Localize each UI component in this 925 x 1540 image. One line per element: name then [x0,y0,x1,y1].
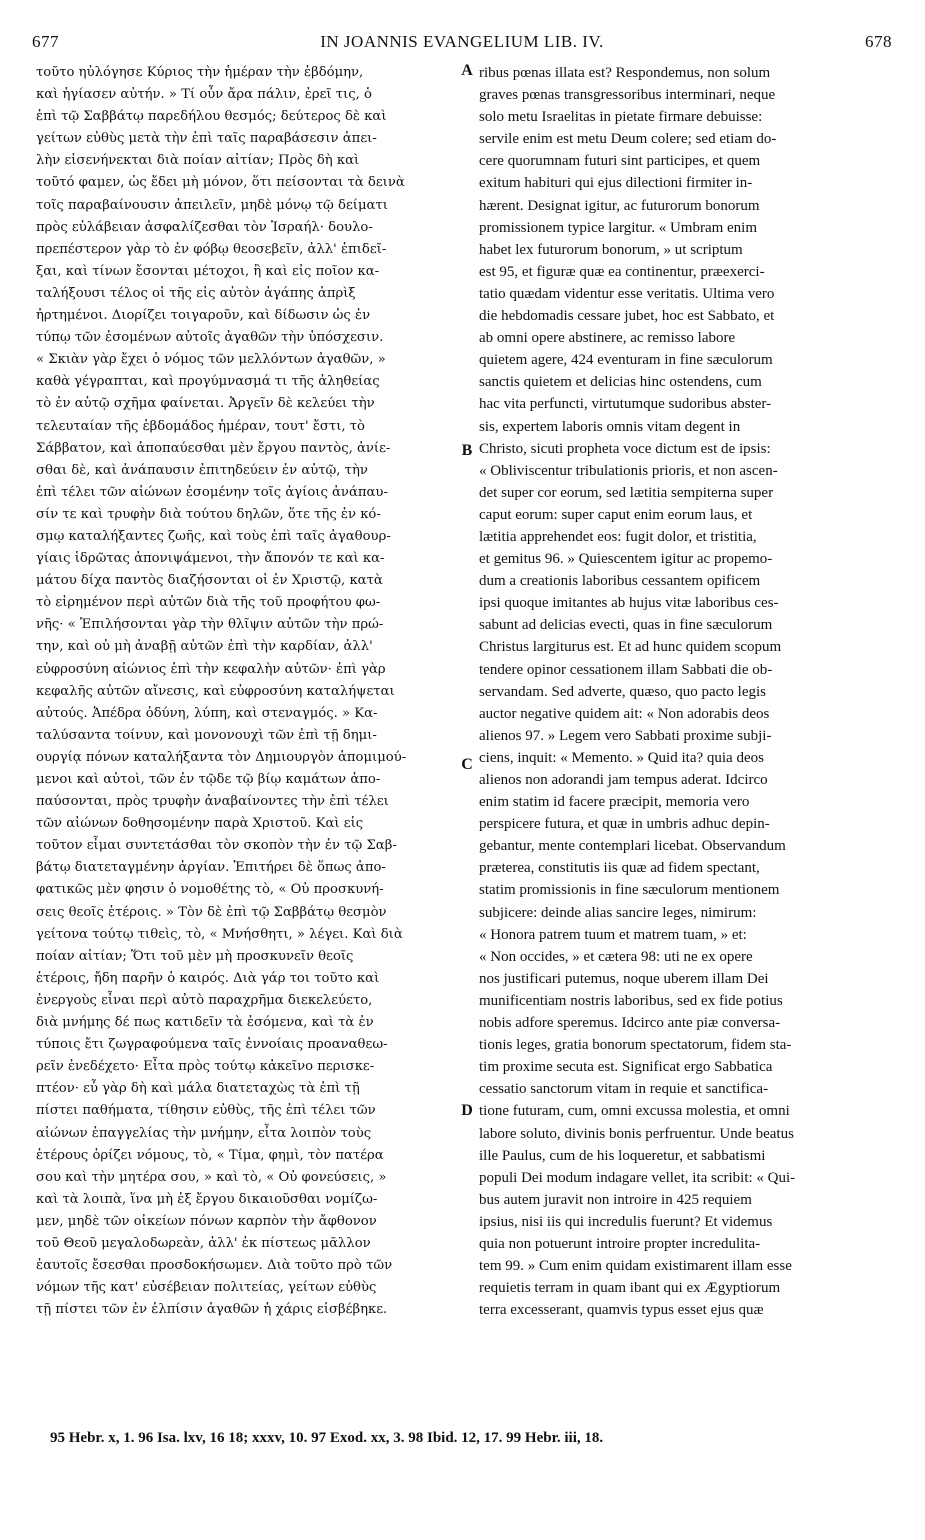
greek-text-line: « Σκιὰν γὰρ ἔχει ὁ νόμος τῶν μελλόντων ἀγαθῶν, » [36,352,386,368]
latin-text-line: subjicere: deinde alias sancire leges, nimirum: [479,904,757,921]
latin-text-line: hac vita perfuncti, virtutumque sudoribus abster- [479,396,772,413]
latin-text-line: statim promissionis in fine sæculorum mentionem [479,882,780,899]
latin-text-line: tionis leges, gratia bonorum spectatorum, fidem sta- [479,1037,792,1054]
greek-text-line: τὸ ἐν αὐτῷ σχῆμα φαίνεται. Ἀργεῖν δὲ κελεύει τὴν [36,396,375,412]
latin-text-line: promissionem typice largitur. « Umbram enim [479,219,758,236]
latin-text-line: hærent. Designat igitur, ac futurorum bonorum [479,197,760,214]
latin-text-line: terra excesserant, quamvis typus esset ejus quæ [479,1302,764,1319]
latin-text-line: nobis adfore speremus. Idcirco ante piæ conversa- [479,1015,781,1032]
latin-text-line: habet lex futurorum bonorum, » ut scriptum [479,241,743,258]
latin-text-line: caput eorum: super caput enim eorum laus, et [479,506,753,523]
page-number-right: 678 [865,32,892,51]
latin-text-line: quietem agere, 424 eventuram in fine sæculorum [479,352,773,369]
latin-text-line: Christo, sicuti propheta voce dictum est de ipsis: [479,440,771,457]
greek-text-line: αὐτούς. Ἀπέδρα ὀδύνη, λύπη, καὶ στεναγμός. » Κα- [36,705,378,721]
latin-text-line: ipsius, nisi iis qui incredulis fuerunt? Et videmus [479,1213,773,1230]
greek-text-line: τοῦτό φαμεν, ὡς ἔδει μὴ μόνον, ὅτι πείσονται τὰ δεινὰ [36,175,405,191]
latin-text-line: « Honora patrem tuum et matrem tuam, » et: [479,926,747,943]
latin-text-line: graves pœnas transgressoribus interminari, neque [479,87,776,104]
running-header [32,32,892,56]
greek-text-line: τύπῳ τῶν ἐσομένων αὐτοῖς ἀγαθῶν τὴν ὑπόσχεσιν. [36,330,384,346]
latin-text-line: die hebdomadis cessare jubet, hoc est Sabbato, et [479,308,775,325]
greek-text-line: γείτων εὐθὺς μετὰ τὴν ἐπὶ ταῖς παραβάσεσιν ἀπει- [36,131,377,147]
margin-letter-b: B [461,442,473,459]
greek-text-line: σθαι δὲ, καὶ ἀνάπαυσιν ἐπιτηδεύειν ἐν αὐτῷ, τὴν [36,462,368,478]
greek-text-line: τῶν αἰώνων δοθησομένην παρὰ Χριστοῦ. Καὶ εἰς [36,816,364,832]
latin-text-line: tendere opinor cessationem illam Sabbati die ob- [479,661,773,678]
running-title: IN JOANNIS EVANGELIUM LIB. IV. [320,32,604,51]
greek-text-line: παύσονται, πρὸς τρυφὴν ἀναβαίνοντες τὴν ἐπὶ τέλει [36,794,389,810]
latin-text-line: est 95, et figuræ quæ ea continentur, præexerci- [479,263,765,280]
latin-text-line: Christus largiturus est. Et ad hunc quidem scopum [479,639,782,656]
latin-text-line: det super cor eorum, sed lætitia sempiterna super [479,484,774,501]
latin-text-line: ab omni opere abstinere, ac remisso labore [479,330,736,347]
latin-text-line: solo metu Israelitas in pietate firmare debuisse: [479,109,763,126]
latin-text-line: cere quorumnam futuri sint participes, et quem [479,153,761,170]
greek-text-line: ἠρτημένοι. Διορίζει τοιγαροῦν, καὶ δίδωσιν ὡς ἐν [36,308,371,324]
greek-text-line: τύποις ἔτι ζωγραφούμενα ταῖς ἐννοίαις προαναθεω- [36,1037,388,1053]
greek-text-line: ποίαν αἰτίαν; Ὅτι τοῦ μὲν μὴ προσκυνεῖν θεοῖς [36,948,354,964]
latin-text-line: enim statim id facere præcipit, memoria vero [479,794,750,811]
greek-text-line: τοῖς παραβαίνουσιν ἀπειλεῖν, μηδὲ μόνῳ τῷ δείματι [36,197,388,213]
greek-text-line: φατικῶς μὲν φησιν ὁ νομοθέτης τὸ, « Οὐ προσκυνή- [36,882,384,898]
latin-text-line: auctor negative quidem ait: « Non adorabis deos [479,705,770,722]
greek-text-line: πίστει παθήματα, τίθησιν εὐθὺς, τῆς ἐπὶ τέλει τῶν [36,1103,376,1119]
latin-text-line: sanctis quietem et delicias hinc ostendens, cum [479,374,762,391]
latin-text-line: exitum habituri qui ejus dilectioni firmiter in- [479,175,753,192]
latin-text-line: ribus pœnas illata est? Respondemus, non solum [479,65,771,81]
greek-text-line: ἐνεργοὺς εἶναι περὶ αὐτὸ παραχρῆμα διεκελεύετο, [36,992,373,1008]
greek-text-line: καὶ ἡγίασεν αὐτήν. » Τί οὖν ἄρα πάλιν, ἐρεῖ τις, ὁ [36,87,372,103]
greek-text-line: πρὸς εὐλάβειαν ἀσφαλίζεσθαι τὸν Ἰσραήλ· δουλο- [36,219,373,235]
greek-text-line: γίαις ἱδρῶτας ἀπονιψάμενοι, τὴν ἄπονόν τε καὶ κα- [36,551,385,567]
latin-text-line: « Obliviscentur tribulationis prioris, et non ascen- [479,462,778,479]
latin-text-line: præterea, constitutis iis quæ ad fidem spectant, [479,860,760,877]
greek-text-line: λὴν εἰσενήνεκται διὰ ποίαν αἰτίαν; Πρὸς δὴ καὶ [36,153,360,169]
greek-text-line: ουργίᾳ πόνων καταλήξαντα τὸν Δημιουργὸν ἀπομιμού- [36,749,407,765]
latin-text-line: alienos 97. » Legem vero Sabbati proxime subji- [479,727,772,744]
greek-text-line: αἰώνων ἐπαγγελίας τὴν μνήμην, εἶτα λοιπὸν τοὺς [36,1125,372,1141]
latin-text-line: nos justificari putemus, noque uberem illam Dei [479,970,769,987]
greek-text-line: τελευταίαν τῆς ἑβδομάδος ἡμέραν, τουτ' ἔστι, τὸ [36,418,365,434]
greek-text-line: τοῦ Θεοῦ μεγαλοδωρεὰν, ἀλλ' ἐκ πίστεως μᾶλλον [36,1235,371,1251]
latin-text-line: servandam. Sed adverte, quæso, quo pacto legis [479,683,767,700]
latin-text-line: bus autem juravit non introire in 425 requiem [479,1191,752,1208]
latin-text-line: sabunt ad delicias evecti, quas in fine sæculorum [479,617,773,634]
greek-text-line: καὶ τὰ λοιπὰ, ἵνα μὴ ἐξ ἔργου δικαιοῦσθαι νομίζω- [36,1191,378,1207]
latin-text-line: munificentiam nostris laboribus, sed ex fide potius [479,992,783,1009]
latin-text-line: requietis terram in quam ibant qui ex Ægyptiorum [479,1280,781,1297]
latin-text-line: et gemitus 96. » Quiescentem igitur ac propemo- [479,551,773,568]
latin-text-line: tem 99. » Cum enim quidam existimarent illam esse [479,1258,792,1275]
greek-text-line: μενοι καὶ αὐτοὶ, τῶν ἐν τῷδε τῷ βίῳ καμάτων ἀπο- [36,772,381,787]
greek-text-line: κεφαλῆς αὐτῶν αἴνεσις, καὶ εὐφροσύνη καταλήψεται [36,683,395,699]
greek-text-line: νόμων τῆς κατ' εὐσέβειαν πολιτείας, γείτων εὐθὺς [36,1280,377,1296]
latin-text-line: gebantur, mente contemplari licebat. Observandum [479,838,786,855]
latin-text-line: ille Paulus, cum de his loqueretur, et sabbatismi [479,1147,766,1164]
latin-text-line: tione futuram, cum, omni excussa molestia, et omni [479,1103,790,1120]
greek-text-line: σμῳ καταλήξαντες ζωῆς, καὶ τοὺς ἐπὶ ταῖς ἀγαθουρ- [36,528,391,544]
greek-text-line: διὰ μνήμης δέ πως κατιδεῖν τὰ ἐσόμενα, καὶ τὰ ἐν [36,1015,374,1031]
greek-text-line: μάτου δίχα παντὸς διαζήσονται οἱ ἐν Χριστῷ, κατὰ [36,573,383,589]
greek-text-line: ἐπὶ τῷ Σαββάτῳ παρεδήλου θεσμός; δεύτερος δὲ καὶ [36,109,387,125]
latin-text-line: dum a creationis laboribus cessantem opificem [479,573,761,590]
latin-text-line: cessatio sanctorum vitam in requie et sanctifica- [479,1081,769,1098]
greek-text-line: σου καὶ τὴν μητέρα σου, » καὶ τὸ, « Οὐ φονεύσεις, » [36,1169,387,1185]
greek-text-line: σεις θεοῖς ἑτέροις. » Τὸν δὲ ἐπὶ τῷ Σαββάτῳ θεσμὸν [36,904,387,920]
latin-text-line: ipsi quoque imitantes ab hujus vitæ laboribus ces- [479,595,779,612]
greek-text-line: την, καὶ οὐ μὴ ἀναβῇ αὐτῶν ἐπὶ τὴν καρδίαν, ἀλλ' [36,639,373,655]
greek-text-line: γείτονα τούτῳ τιθεὶς, τὸ, « Μνήσθητι, » λέγει. Καὶ διὰ [36,926,403,942]
greek-text-line: τῇ πίστει τῶν ἐν ἐλπίσιν ἀγαθῶν ἡ χάρις εἰσβέβηκε. [36,1302,388,1318]
margin-letter-c: C [461,756,473,773]
latin-text-line: tatio quædam videntur esse veritatis. Ultima vero [479,285,775,302]
greek-text-line: ἑτέρους ὁρίζει νόμους, τὸ, « Τίμα, φημὶ, τὸν πατέρα [36,1147,384,1163]
latin-text-line: tim proxime secuta est. Significat ergo Sabbatica [479,1059,773,1076]
latin-text-line: populi Dei modum indagare vellet, ita scribit: « Qui- [479,1169,796,1186]
greek-text-line: ταλύσαντα τοίνυν, καὶ μονονουχὶ τῶν ἐπὶ τῇ δημι- [36,727,377,743]
margin-letter-d: D [461,1102,473,1119]
latin-text-line: perspicere futura, et quæ in umbris adhuc depin- [479,816,770,833]
latin-column [479,62,889,1321]
greek-text-line: τοῦτο ηὐλόγησε Κύριος τὴν ἡμέραν τὴν ἑβδόμην, [36,65,364,80]
latin-text-line: labore soluto, divinis bonis perfruentur. Unde beatus [479,1125,794,1142]
latin-text-line: servile enim est metu Deum colere; sed etiam do- [479,131,777,148]
greek-text-line: ἐπὶ τέλει τῶν αἰώνων ἐσομένην τοῖς ἁγίοις ἀνάπαυ- [36,484,388,500]
footnotes: 95 Hebr. x, 1. 96 Isa. lxv, 16 18; xxxv, 10. 97 Exod. xx, 3. 98 Ibid. 12, 17. 99 Hebr. iii, 18. [50,1430,604,1446]
greek-text-line: εὐφροσύνη αἰώνιος ἐπὶ τὴν κεφαλὴν αὐτῶν· ἐπὶ γὰρ [36,661,386,677]
latin-text-line: quia non potuerunt introire propter incredulita- [479,1235,761,1252]
latin-text-line: ciens, inquit: « Memento. » Quid ita? quia deos [479,749,764,766]
greek-text-line: ἑτέροις, ἤδη παρῆν ὁ καιρός. Διὰ γάρ τοι τοῦτο καὶ [36,970,380,986]
greek-text-line: νῆς· « Ἐπιλήσονται γὰρ τὴν θλῖψιν αὐτῶν τὴν πρώ- [36,617,384,633]
greek-text-line: ταλήξουσι τέλος οἱ τῆς εἰς αὐτὸν ἀγάπης ἀπρὶξ [36,285,356,301]
latin-text-line: « Non occides, » et cætera 98: uti ne ex opere [479,948,753,965]
greek-text-line: Σάββατον, καὶ ἀποπαύεσθαι μὲν ἔργου παντὸς, ἀνίε- [36,440,391,456]
greek-text-line: πτέον· εὖ γὰρ δὴ καὶ μάλα διατεταχὼς τὰ ἐπὶ τῇ [36,1081,360,1097]
greek-text-line: τὸ εἰρημένον περὶ αὐτῶν διὰ τῆς τοῦ προφήτου φω- [36,595,381,611]
greek-text-line: πρεπέστερον γὰρ τὸ ἐν φόβῳ θεοσεβεῖν, ἀλλ' ἐπιδεῖ- [36,241,387,257]
greek-text-line: ξαι, καὶ τίνων ἔσονται μέτοχοι, ἢ καὶ εἰς ποῖον κα- [36,263,380,279]
greek-text-line: τοῦτον εἶμαι συντετάσθαι τὸν σκοπὸν τὴν ἐν τῷ Σαβ- [36,838,397,854]
latin-text-line: lætitia apprehendet eos: fugit dolor, et tristitia, [479,528,757,545]
greek-text-line: ρεῖν ἐνεδέχετο· Εἶτα πρὸς τούτῳ κἀκεῖνο περισκε- [36,1059,375,1075]
greek-text-line: μεν, μηδὲ τῶν οἰκείων πόνων καρπὸν τὴν ἄφθονον [36,1213,377,1229]
latin-text-line: sis, expertem laboris omnis vitam degent in [479,418,741,435]
greek-text-line: σίν τε καὶ τρυφὴν διὰ τούτου δηλῶν, ὅτε τῆς ἐν κό- [36,506,381,522]
greek-text-line: ἑαυτοῖς ἔσεσθαι προσδοκήσωμεν. Διὰ τοῦτο πρὸ τῶν [36,1258,393,1274]
greek-text-line: βάτῳ διατεταγμένην ἀργίαν. Ἐπιτήρει δὲ ὅπως ἀπο- [36,860,386,876]
greek-column [36,62,456,1321]
margin-letter-a: A [461,62,473,79]
latin-text-line: alienos non adorandi jam tempus aderat. Idcirco [479,772,768,788]
page-number-left: 677 [32,32,59,51]
greek-text-line: καθὰ γέγραπται, καὶ προγύμνασμά τι τῆς ἀληθείας [36,374,380,390]
